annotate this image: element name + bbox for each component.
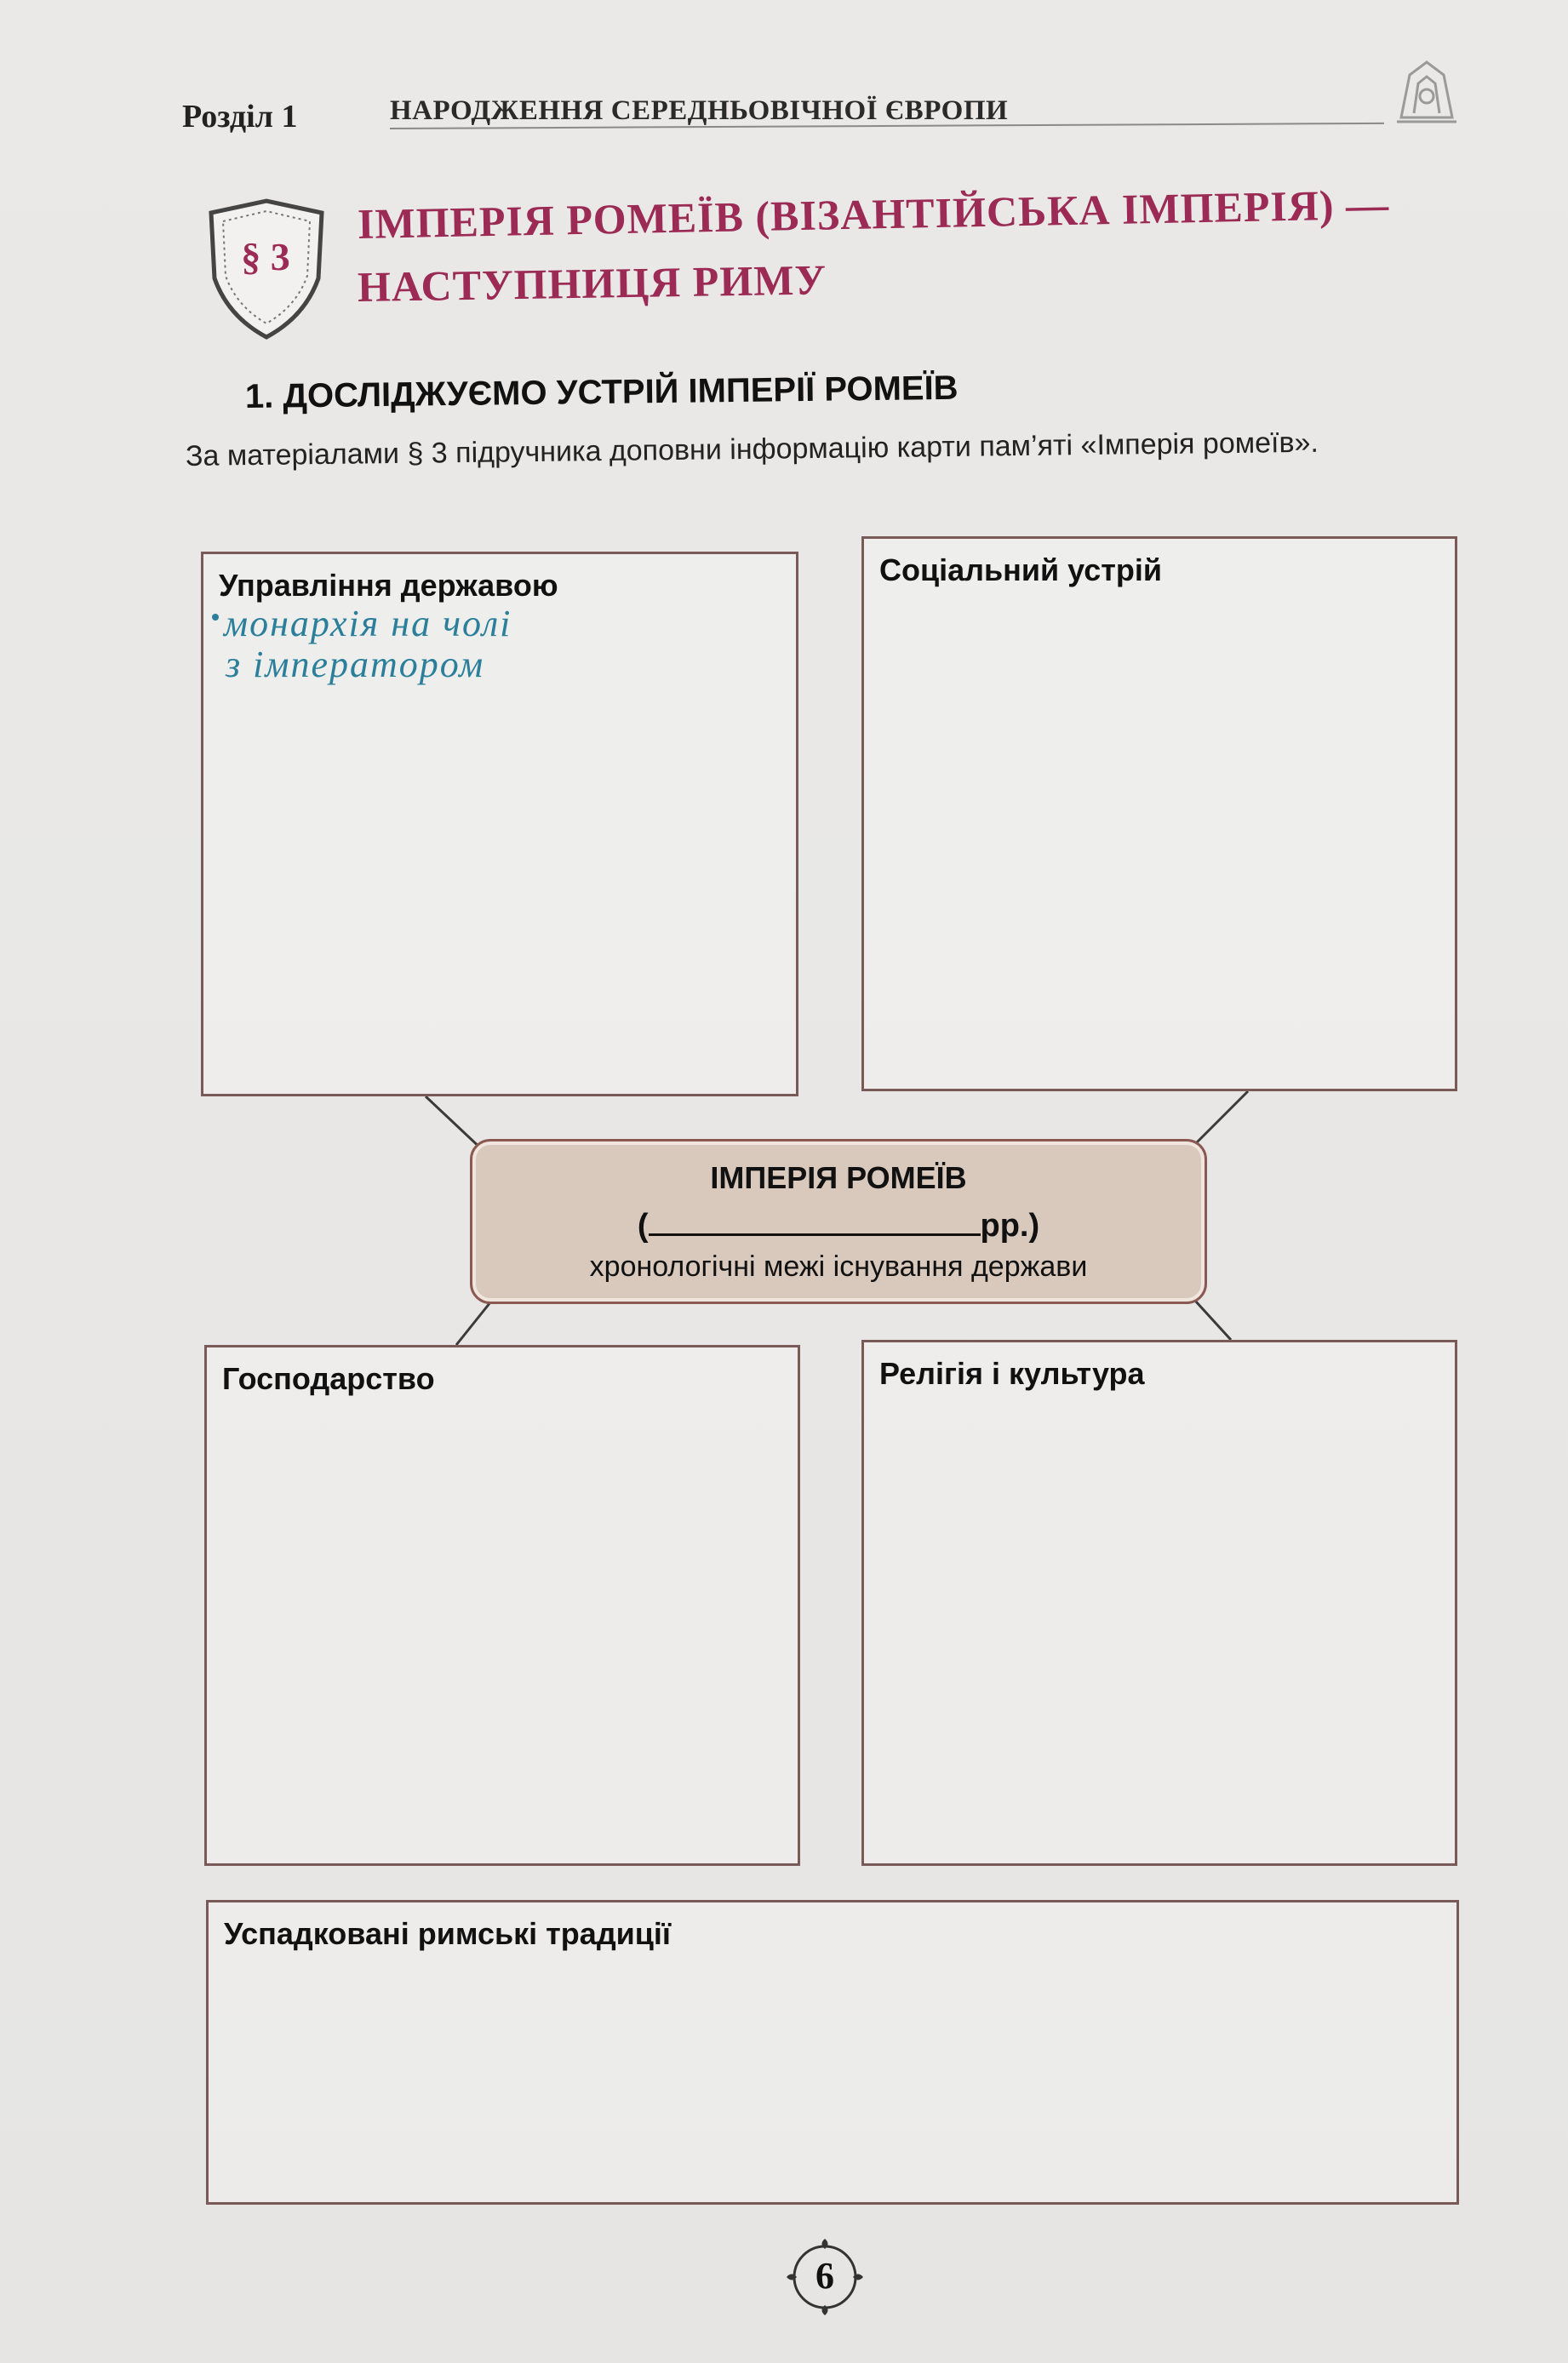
roman-traditions-box[interactable] bbox=[206, 1900, 1459, 2205]
roman-traditions-title: Успадковані римські традиції bbox=[224, 1916, 672, 1951]
page-number-text: 6 bbox=[815, 2255, 834, 2297]
paragraph-number: § 3 bbox=[241, 235, 290, 278]
social-structure-title: Соціальний устрій bbox=[879, 552, 1163, 587]
date-blank[interactable] bbox=[649, 1208, 981, 1236]
date-range-field[interactable] bbox=[472, 1208, 1205, 1244]
central-topic-title: ІМПЕРІЯ РОМЕЇВ bbox=[710, 1160, 967, 1195]
open-paren: ( bbox=[637, 1208, 649, 1244]
paragraph-title-line2: НАСТУПНИЦЯ РИМУ bbox=[357, 255, 827, 311]
central-topic bbox=[470, 1139, 1207, 1304]
task-instruction: За матеріалами § 3 підручника доповни інформацію карти пам’яті «Імперія ромеїв». bbox=[185, 426, 1319, 472]
religion-culture-title: Релігія і культура bbox=[879, 1356, 1145, 1391]
governance-title: Управління державою bbox=[219, 568, 558, 603]
economy-box[interactable] bbox=[204, 1345, 800, 1866]
governance-box[interactable] bbox=[201, 552, 798, 1096]
social-structure-box[interactable] bbox=[861, 536, 1457, 1091]
page-number bbox=[783, 2235, 867, 2319]
task-heading: 1. ДОСЛІДЖУЄМО УСТРІЙ ІМПЕРІЇ РОМЕЇВ bbox=[244, 369, 959, 415]
central-topic-caption: хронологічні межі існування держави bbox=[589, 1250, 1088, 1283]
answer-line-1: монархія на чолі bbox=[224, 603, 512, 644]
bullet-icon bbox=[212, 614, 219, 621]
section-label: Розділ 1 bbox=[182, 99, 298, 134]
chapter-title: НАРОДЖЕННЯ СЕРЕДНЬОВІЧНОЇ ЄВРОПИ bbox=[390, 95, 1009, 126]
emblem-icon bbox=[1384, 49, 1469, 134]
economy-title: Господарство bbox=[222, 1361, 435, 1396]
paragraph-title-line1: ІМПЕРІЯ РОМЕЇВ (ВІЗАНТІЙСЬКА ІМПЕРІЯ) — bbox=[357, 180, 1390, 248]
years-suffix: рр.) bbox=[980, 1208, 1040, 1244]
answer-line-2: з імператором bbox=[226, 644, 485, 685]
governance-answer bbox=[224, 604, 512, 685]
religion-culture-box[interactable] bbox=[861, 1340, 1457, 1866]
